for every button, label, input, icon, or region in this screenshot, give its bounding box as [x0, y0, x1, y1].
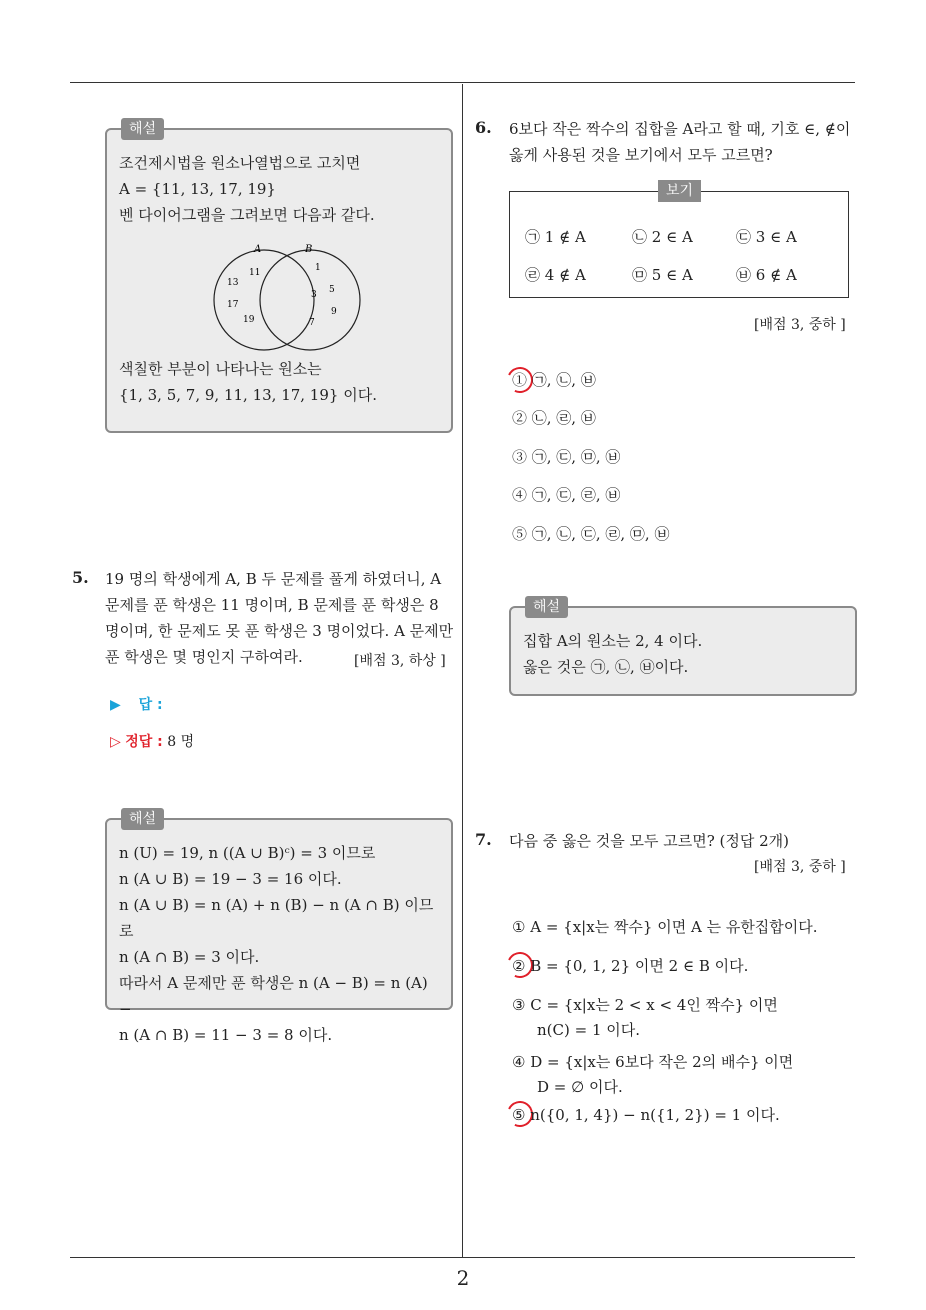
venn-element: 13	[227, 278, 239, 288]
bogi-item: ㉢ 3 ∈ A	[736, 228, 797, 246]
choice-item-continued: n(C) = 1 이다.	[537, 1021, 641, 1039]
choice-item[interactable]: ③ ㉠, ㉢, ㉤, ㉥	[512, 448, 621, 466]
play-icon: ▶	[110, 697, 121, 713]
bogi-item: ㉣ 4 ∉ A	[525, 266, 586, 284]
question-line: 6보다 작은 짝수의 집합을 A라고 할 때, 기호 ∈, ∉이	[509, 120, 851, 138]
venn-element: 11	[249, 268, 261, 278]
question-number: 5.	[72, 568, 89, 587]
solution-line: n (U) = 19, n ((A ∪ B)ᶜ) = 3 이므로	[119, 844, 376, 862]
solution-tag: 해설	[121, 808, 164, 830]
solution-box-q6	[509, 599, 857, 696]
solution-box-q5	[105, 811, 453, 1044]
points-label: [배점 3, 중하 ]	[754, 859, 846, 875]
solution-line: 집합 A의 원소는 2, 4 이다.	[523, 632, 703, 650]
venn-element: 1	[315, 263, 321, 273]
solution-tag: 해설	[121, 118, 164, 140]
solution-line: 옳은 것은 ㉠, ㉡, ㉥이다.	[523, 658, 689, 676]
solution-line: n (A ∩ B) = 3 이다.	[119, 948, 260, 966]
bottom-rule	[70, 1257, 855, 1258]
venn-element: 19	[243, 315, 255, 325]
bogi-item: ㉥ 6 ∉ A	[736, 266, 797, 284]
venn-set-b	[260, 250, 360, 350]
page-number: 2	[456, 1266, 470, 1290]
bogi-item: ㉠ 1 ∉ A	[525, 228, 586, 246]
solution-line: A = {11, 13, 17, 19}	[119, 180, 276, 198]
solution-line: 색칠한 부분이 나타나는 원소는	[119, 360, 322, 378]
solution-line: 벤 다이어그램을 그려보면 다음과 같다.	[119, 206, 375, 224]
question-line: 19 명의 학생에게 A, B 두 문제를 풀게 하였더니, A	[105, 570, 442, 588]
points-label: [배점 3, 중하 ]	[754, 317, 846, 333]
solution-line: 따라서 A 문제만 푼 학생은 n (A − B) = n (A) −	[119, 974, 428, 1018]
correct-value: 8 명	[167, 734, 195, 750]
choice-item[interactable]: ⑤ ㉠, ㉡, ㉢, ㉣, ㉤, ㉥	[512, 525, 670, 543]
choice-item[interactable]: ② B = {0, 1, 2} 이면 2 ∈ B 이다.	[512, 957, 749, 975]
venn-element: 3	[311, 290, 317, 300]
solution-line: 조건제시법을 원소나열법으로 고치면	[119, 154, 361, 172]
venn-element: 5	[329, 285, 335, 295]
bogi-box	[509, 183, 849, 298]
venn-diagram	[207, 242, 367, 352]
choice-item-continued: D = ∅ 이다.	[537, 1078, 623, 1096]
venn-element: 7	[309, 318, 315, 328]
answer-row	[110, 694, 163, 714]
choice-item[interactable]: ② ㉡, ㉣, ㉥	[512, 409, 596, 427]
answer-label: 답 :	[138, 697, 163, 713]
question-line: 푼 학생은 몇 명인지 구하여라.	[105, 648, 303, 666]
choice-item[interactable]: ③ C = {x|x는 2 < x < 4인 짝수} 이면	[512, 996, 778, 1014]
choice-item[interactable]: ⑤ n({0, 1, 4}) − n({1, 2}) = 1 이다.	[512, 1106, 780, 1124]
question-number: 7.	[475, 830, 492, 849]
bogi-item: ㉤ 5 ∈ A	[632, 266, 693, 284]
solution-box-q4	[105, 121, 453, 433]
choice-item[interactable]: ④ ㉠, ㉢, ㉣, ㉥	[512, 486, 621, 504]
question-line: 명이며, 한 문제도 못 푼 학생은 3 명이었다. A 문제만	[105, 622, 454, 640]
solution-line: n (A ∪ B) = n (A) + n (B) − n (A ∩ B) 이므로	[119, 896, 434, 940]
venn-label-a: A	[254, 244, 262, 255]
venn-label-b: B	[305, 244, 313, 255]
solution-line: n (A ∩ B) = 11 − 3 = 8 이다.	[119, 1026, 333, 1044]
solution-line: {1, 3, 5, 7, 9, 11, 13, 17, 19} 이다.	[119, 386, 377, 404]
question-line: 문제를 푼 학생은 11 명이며, B 문제를 푼 학생은 8	[105, 596, 439, 614]
choice-item[interactable]: ① A = {x|x는 짝수} 이면 A 는 유한집합이다.	[512, 918, 818, 936]
solution-tag: 해설	[525, 596, 568, 618]
bogi-tag: 보기	[658, 180, 701, 202]
bogi-item: ㉡ 2 ∈ A	[632, 228, 693, 246]
correct-answer-row	[110, 731, 194, 751]
top-rule	[70, 82, 855, 83]
question-line: 옳게 사용된 것을 보기에서 모두 고르면?	[509, 146, 773, 164]
column-divider	[462, 84, 463, 1257]
venn-element: 9	[331, 307, 337, 317]
choice-item[interactable]: ④ D = {x|x는 6보다 작은 2의 배수} 이면	[512, 1053, 794, 1071]
question-number: 6.	[475, 118, 492, 137]
correct-label: 정답 :	[125, 734, 163, 750]
choice-item[interactable]: ① ㉠, ㉡, ㉥	[512, 371, 596, 389]
triangle-icon: ▷	[110, 734, 121, 750]
question-text: 다음 중 옳은 것을 모두 고르면? (정답 2개)	[509, 832, 790, 850]
solution-line: n (A ∪ B) = 19 − 3 = 16 이다.	[119, 870, 342, 888]
points-label: [배점 3, 하상 ]	[354, 653, 446, 669]
question-text	[509, 116, 859, 168]
venn-element: 17	[227, 300, 239, 310]
